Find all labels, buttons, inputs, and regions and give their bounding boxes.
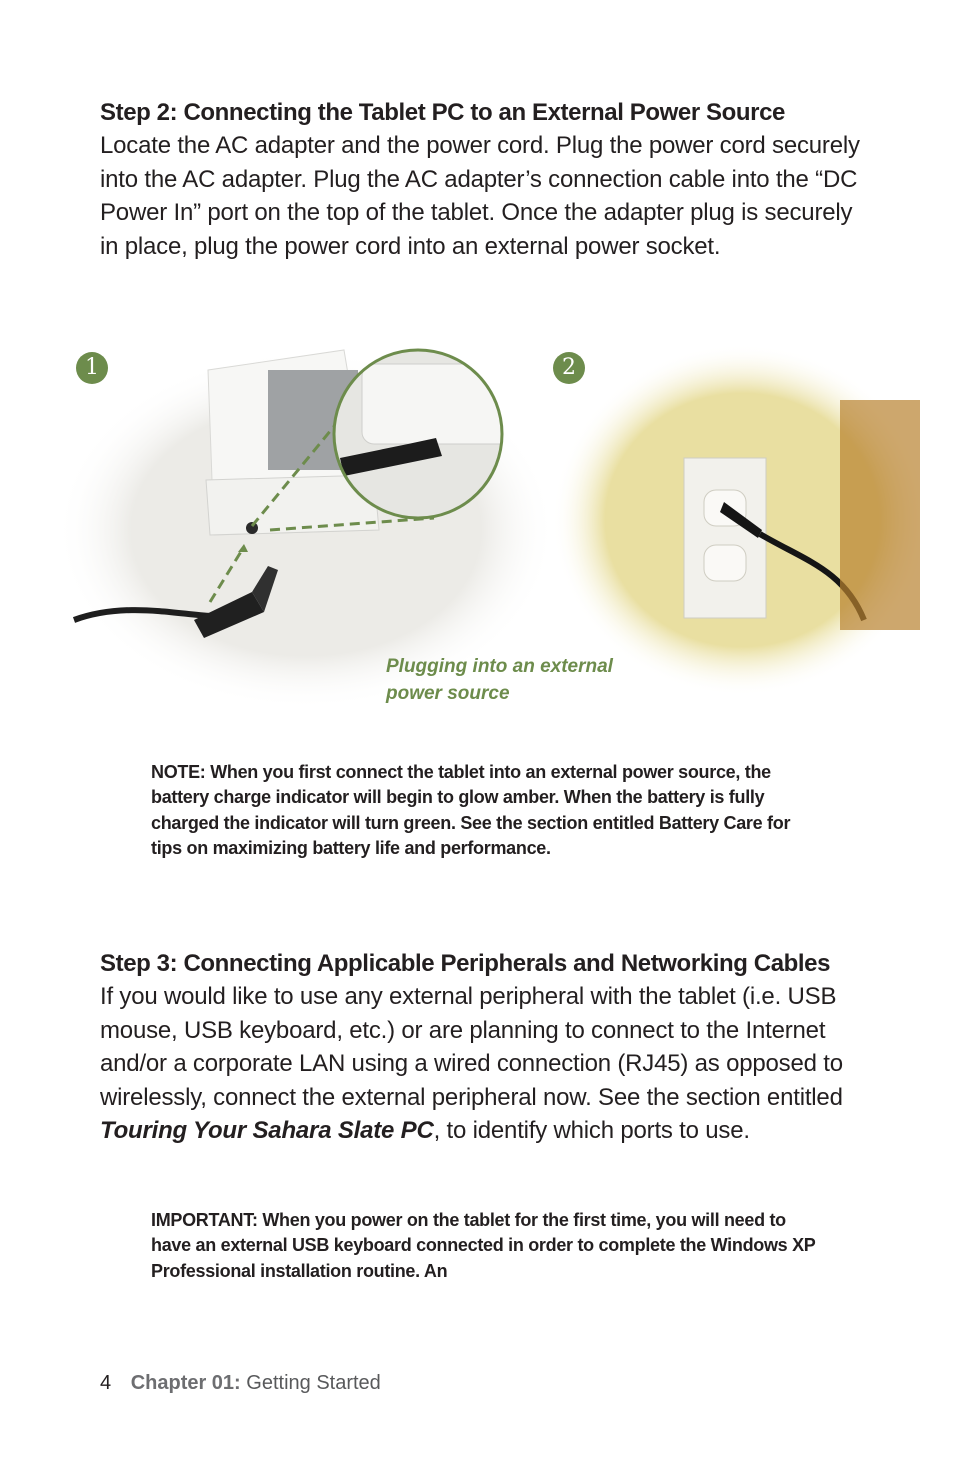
important-note: IMPORTANT: When you power on the tablet for the first time, you will need to have an external USB keyboard connected in order to complete the Windows XP Professional installation routine. An — [151, 1210, 816, 1281]
figure-caption: Plugging into an external power source — [386, 656, 613, 704]
chapter-label: Chapter 01: — [130, 1372, 241, 1394]
step-2-section — [100, 96, 860, 263]
page-footer — [100, 1372, 381, 1395]
figure-badge-2: 2 — [553, 352, 585, 384]
touring-section-reference: Touring Your Sahara Slate PC — [100, 1117, 434, 1144]
step-3-section — [100, 947, 860, 1148]
step-3-body-end: , to identify which ports to use. — [433, 1117, 750, 1144]
step-3-heading: Step 3: Connecting Applicable Peripherals and Networking Cables — [100, 950, 831, 977]
step-2-body: Locate the AC adapter and the power cord. Plug the power cord securely into the AC adapter. Plug the AC adapter’s connection cable into the “DC Power In” port on the top of the tablet. Once the adapter plug is securely in place, plug the power cord into an external power socket. — [100, 132, 860, 260]
battery-note: NOTE: When you first connect the tablet into an external power source, the battery charge indicator will begin to glow amber. When the battery is fully charged the indicator will turn green. See the section entitled Battery Care for tips on maximizing battery life and performance. — [151, 762, 791, 859]
figure-badge-1: 1 — [76, 352, 108, 384]
wall-outlet-photo — [552, 344, 920, 696]
page-number: 4 — [100, 1372, 112, 1394]
step-3-body — [100, 980, 860, 1148]
step-3-body-text: If you would like to use any external peripheral with the tablet (i.e. USB mouse, USB keyboard, etc.) or are planning to connect to the Internet and/or a corporate LAN using a wired connection (RJ45) as opposed to wirelessly, connect the external peripheral now. See the section entitled — [100, 983, 843, 1111]
power-connection-figure — [44, 330, 920, 722]
chapter-title: Getting Started — [246, 1372, 381, 1394]
step-2-heading: Step 2: Connecting the Tablet PC to an External Power Source — [100, 99, 786, 126]
